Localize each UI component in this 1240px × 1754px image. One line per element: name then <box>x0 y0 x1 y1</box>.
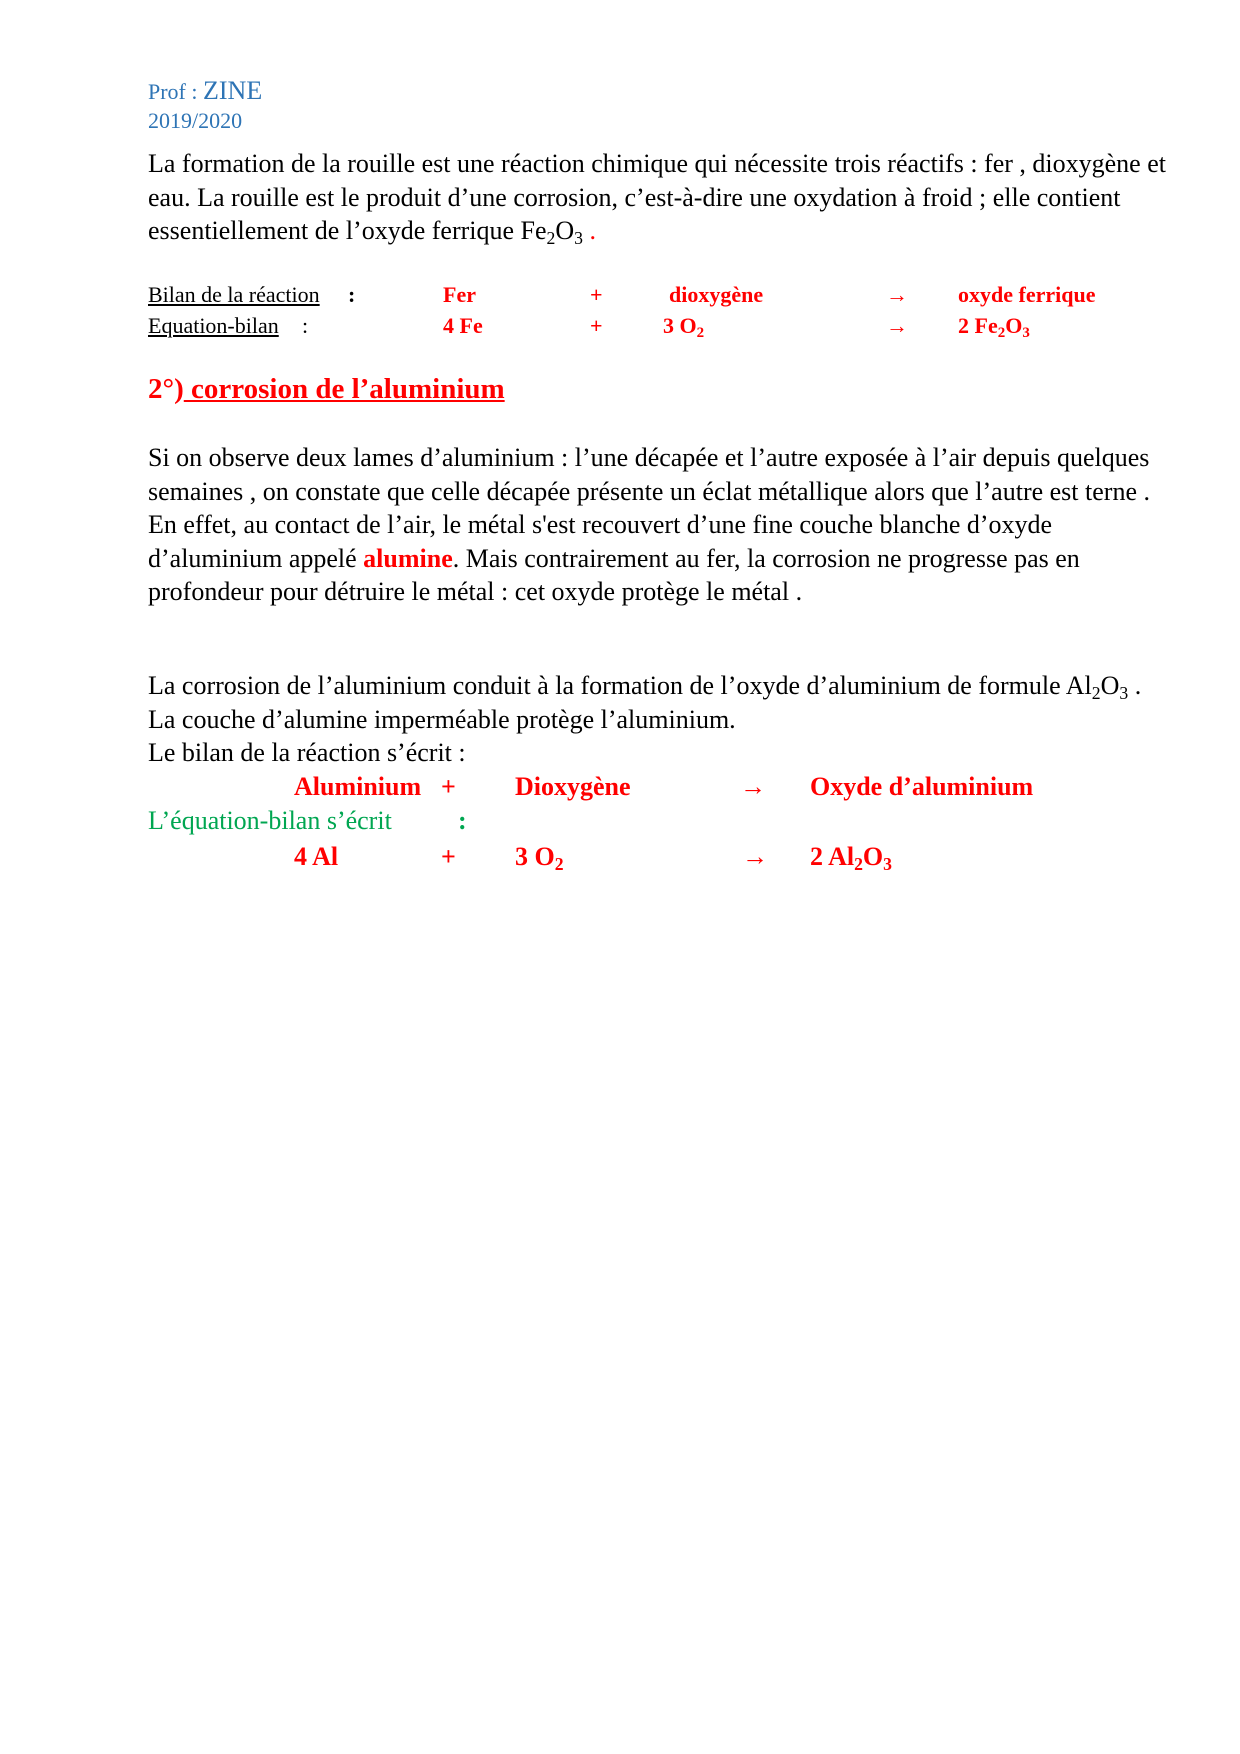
arrow: → <box>886 313 908 338</box>
plus-sign: + <box>441 772 456 801</box>
eq-3o2-sub: 2 <box>696 325 705 342</box>
plus-sign: + <box>590 282 603 307</box>
eq-3o2-al <box>515 842 564 872</box>
bilan-intro: Le bilan de la réaction s’écrit : <box>148 738 466 767</box>
al-formula-sub2: 2 <box>1091 682 1101 703</box>
arrow: → <box>740 772 766 801</box>
eq-sub2: 3 <box>1022 325 1030 342</box>
eq-2al2o3 <box>810 842 892 872</box>
eq-4al: 4 Al <box>294 842 339 871</box>
rust-formula-sub3: 3 <box>574 227 583 248</box>
eq-2fe2o3 <box>958 313 1030 342</box>
eq-o: O <box>1005 313 1023 338</box>
word-dioxygene: dioxygène <box>669 282 764 307</box>
rust-period: . <box>583 216 596 245</box>
word-oxyde-aluminium: Oxyde d’aluminium <box>810 772 1034 801</box>
al-formula-al: Al <box>1065 671 1092 700</box>
arrow: → <box>742 842 768 871</box>
rust-formula-o: O <box>555 216 575 245</box>
eq-4fe: 4 Fe <box>443 313 483 338</box>
equation-intro: L’équation-bilan s’écrit <box>148 806 392 835</box>
eq-al-coef: 2 Al <box>810 842 855 871</box>
eq-sub1: 2 <box>997 325 1006 342</box>
section-number: 2°) <box>148 373 184 405</box>
eq-o2-main: 3 O <box>515 842 555 871</box>
word-fer: Fer <box>443 282 476 307</box>
eq-al-sub1: 2 <box>854 853 863 874</box>
eq-3o2-main: 3 O <box>663 313 697 338</box>
al-formula-sub3: 3 <box>1119 682 1129 703</box>
author-line <box>148 76 262 106</box>
aluminium-text-2a: En effet, au contact de l’air, le métal s'est recouvert d’une fine couche blanche d’oxyde d’aluminium appelé <box>148 510 1053 573</box>
plus-sign: + <box>441 842 456 871</box>
school-year: 2019/2020 <box>148 108 243 133</box>
bilan-label: Bilan de la réaction <box>148 282 320 307</box>
eq-3o2 <box>663 313 705 342</box>
plus-sign: + <box>590 313 603 338</box>
rust-paragraph <box>148 147 1168 248</box>
aluminium-text-2b: . Mais contrairement au fer, la corrosion ne progresse pas en profondeur pour détruire le métal : cet oxyde protège le métal . <box>148 543 1080 606</box>
section-heading <box>148 373 505 406</box>
bilan-colon: : <box>348 282 356 307</box>
section-title: corrosion de l’aluminium <box>183 373 505 405</box>
equation-intro-colon: : <box>458 806 467 835</box>
alumine-word: alumine <box>363 543 453 573</box>
eq-al-sub2: 3 <box>883 853 892 874</box>
aluminium-text-3a: La corrosion de l’aluminium conduit à la formation de l’oxyde d’aluminium de formule <box>148 671 1066 700</box>
equation-colon: : <box>302 313 309 338</box>
word-aluminium: Aluminium <box>294 772 422 801</box>
al-formula-o: O <box>1100 671 1120 700</box>
aluminium-paragraph-1 <box>148 441 1168 609</box>
word-oxyde-ferrique: oxyde ferrique <box>958 282 1096 307</box>
word-dioxygene-al: Dioxygène <box>515 772 631 801</box>
eq-coef: 2 Fe <box>958 313 998 338</box>
author-name: ZINE <box>203 76 263 105</box>
rust-formula-fe: Fe <box>520 216 547 245</box>
author-label: Prof : <box>148 79 198 104</box>
rust-formula-sub2: 2 <box>546 227 556 248</box>
rust-text: La formation de la rouille est une réaction chimique qui nécessite trois réactifs : fer , dioxygène et eau. La rouille est le produit d’une corrosion, c’est-à-dire une oxydation à froid ; elle contient essentiellement de l’oxyde ferrique <box>148 149 1166 245</box>
aluminium-text-3b: . La couche d’alumine imperméable protège l’aluminium. <box>148 671 1142 734</box>
equation-label: Equation-bilan <box>148 313 279 338</box>
eq-o2-sub: 2 <box>554 853 564 874</box>
arrow: → <box>886 282 908 307</box>
aluminium-text-1: Si on observe deux lames d’aluminium : l’une décapée et l’autre exposée à l’air depuis quelques semaines , on constate que celle décapée présente un éclat métallique alors que l’autre est terne . <box>148 443 1150 506</box>
aluminium-paragraph-2 <box>148 669 1168 770</box>
eq-al-o: O <box>862 842 884 871</box>
